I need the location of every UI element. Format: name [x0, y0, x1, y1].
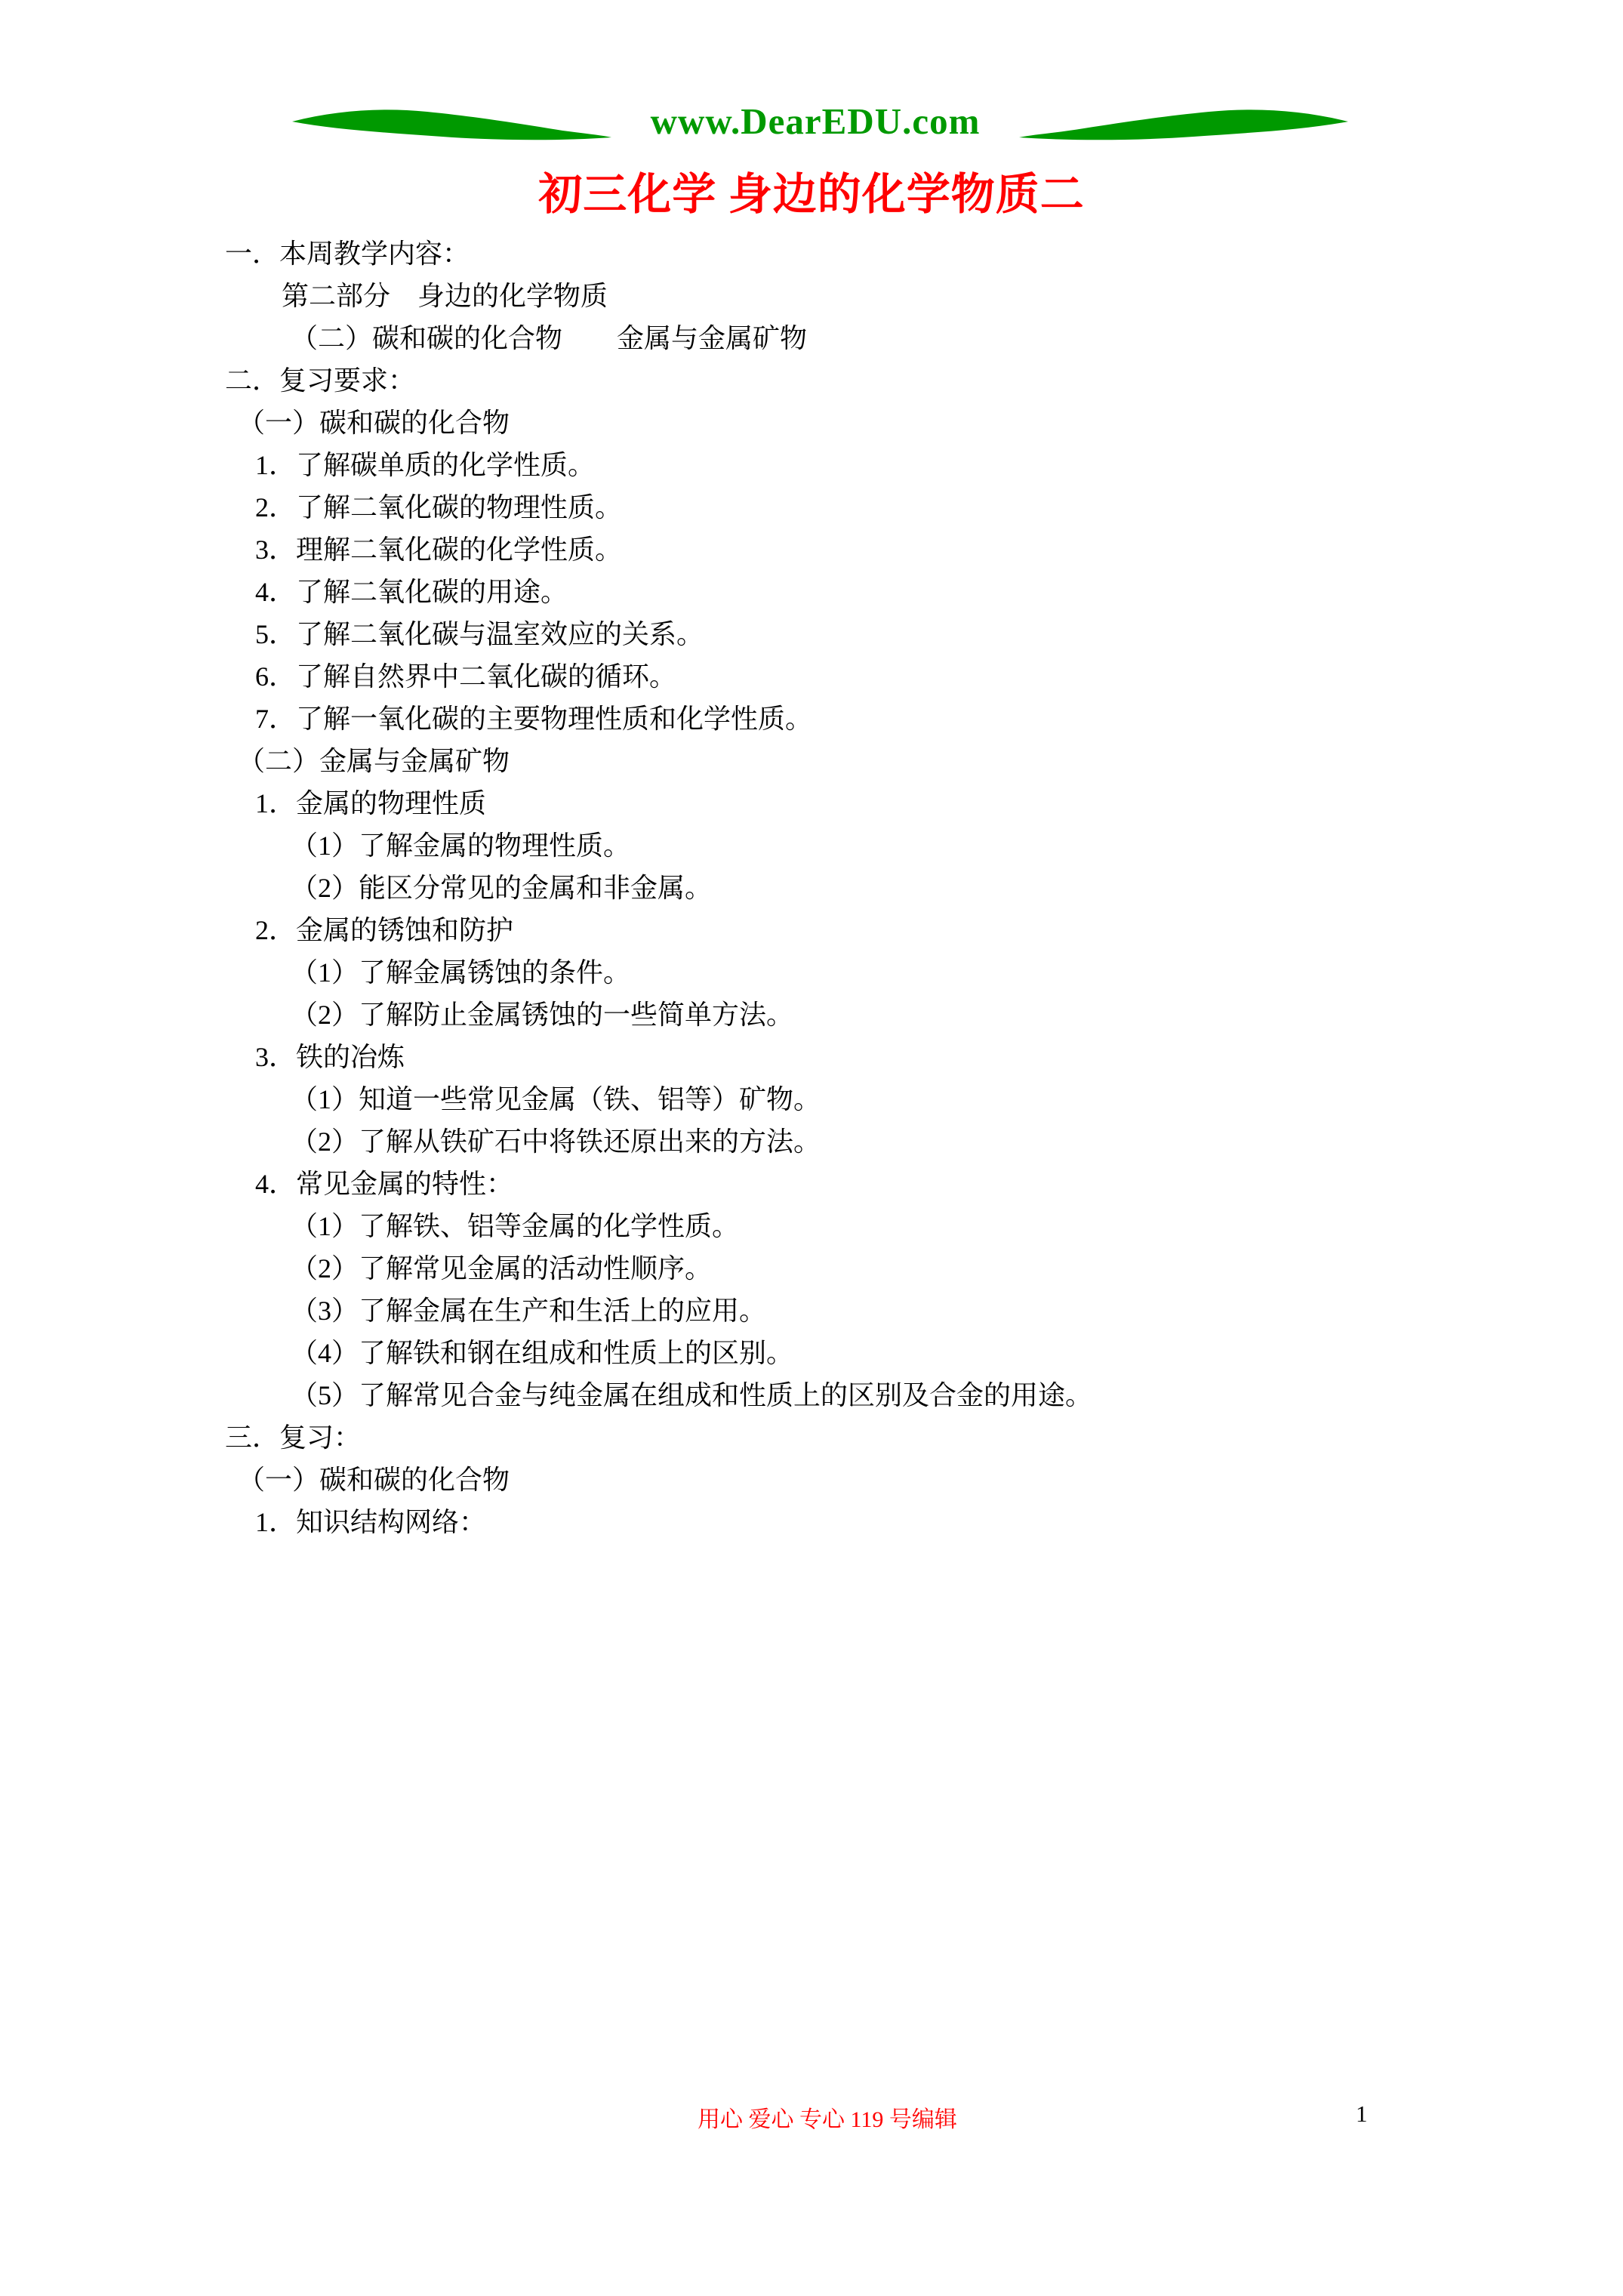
document-line: （一）碳和碳的化合物 [238, 408, 510, 438]
page-title: 初三化学 身边的化学物质二 [538, 170, 1085, 219]
document-line: （4）了解铁和钢在组成和性质上的区别。 [291, 1338, 794, 1368]
document-line: 1．金属的物理性质 [255, 788, 487, 818]
document-line: （1）了解金属锈蚀的条件。 [291, 957, 631, 988]
document-line: （3）了解金属在生产和生活上的应用。 [291, 1296, 767, 1326]
document-line: （5）了解常见合金与纯金属在组成和性质上的区别及合金的用途。 [291, 1380, 1093, 1410]
document-line: 1．知识结构网络： [255, 1507, 487, 1537]
document-line: 1．了解碳单质的化学性质。 [255, 450, 596, 480]
footer-slogan [0, 2100, 1623, 2134]
document-line: 二．复习要求： [225, 365, 416, 396]
logo-swoosh-right-icon [1018, 106, 1350, 140]
document-line: （2）能区分常见的金属和非金属。 [291, 873, 713, 903]
document-line: （2）了解常见金属的活动性顺序。 [291, 1253, 713, 1284]
document-line: （1）了解铁、铝等金属的化学性质。 [291, 1211, 740, 1241]
page-number: 1 [1356, 2100, 1368, 2127]
document-line: 第二部分 身边的化学物质 [282, 281, 608, 311]
logo-banner [291, 95, 1351, 152]
footer-slogan-text: 用心 爱心 专心 119 号编辑 [698, 2107, 957, 2132]
document-line: （二）金属与金属矿物 [238, 746, 510, 776]
document-line: 3．理解二氧化碳的化学性质。 [255, 535, 623, 565]
document-line: （1）知道一些常见金属（铁、铝等）矿物。 [291, 1084, 821, 1114]
document-line: （2）了解防止金属锈蚀的一些简单方法。 [291, 1000, 794, 1030]
document-line: （一）碳和碳的化合物 [238, 1465, 510, 1495]
document-line: 4．了解二氧化碳的用途。 [255, 577, 568, 607]
document-line: 2．了解二氧化碳的物理性质。 [255, 492, 623, 522]
document-line: 3．铁的冶炼 [255, 1042, 405, 1072]
document-body [0, 233, 1623, 1543]
document-line: （2）了解从铁矿石中将铁还原出来的方法。 [291, 1126, 821, 1157]
document-line: 2．金属的锈蚀和防护 [255, 915, 514, 945]
document-line: （二）碳和碳的化合物 金属与金属矿物 [291, 323, 808, 353]
logo-swoosh-left-icon [291, 106, 613, 140]
document-line: 7．了解一氧化碳的主要物理性质和化学性质。 [255, 704, 813, 734]
document-line: 一．本周教学内容： [225, 239, 470, 269]
document-line: 三．复习： [225, 1422, 362, 1453]
document-line: 4．常见金属的特性： [255, 1169, 514, 1199]
logo-text: www.DearEDU.com [650, 100, 981, 142]
document-line: 5．了解二氧化碳与温室效应的关系。 [255, 619, 704, 649]
document-line: （1）了解金属的物理性质。 [291, 831, 631, 861]
document-line: 6．了解自然界中二氧化碳的循环。 [255, 661, 677, 692]
